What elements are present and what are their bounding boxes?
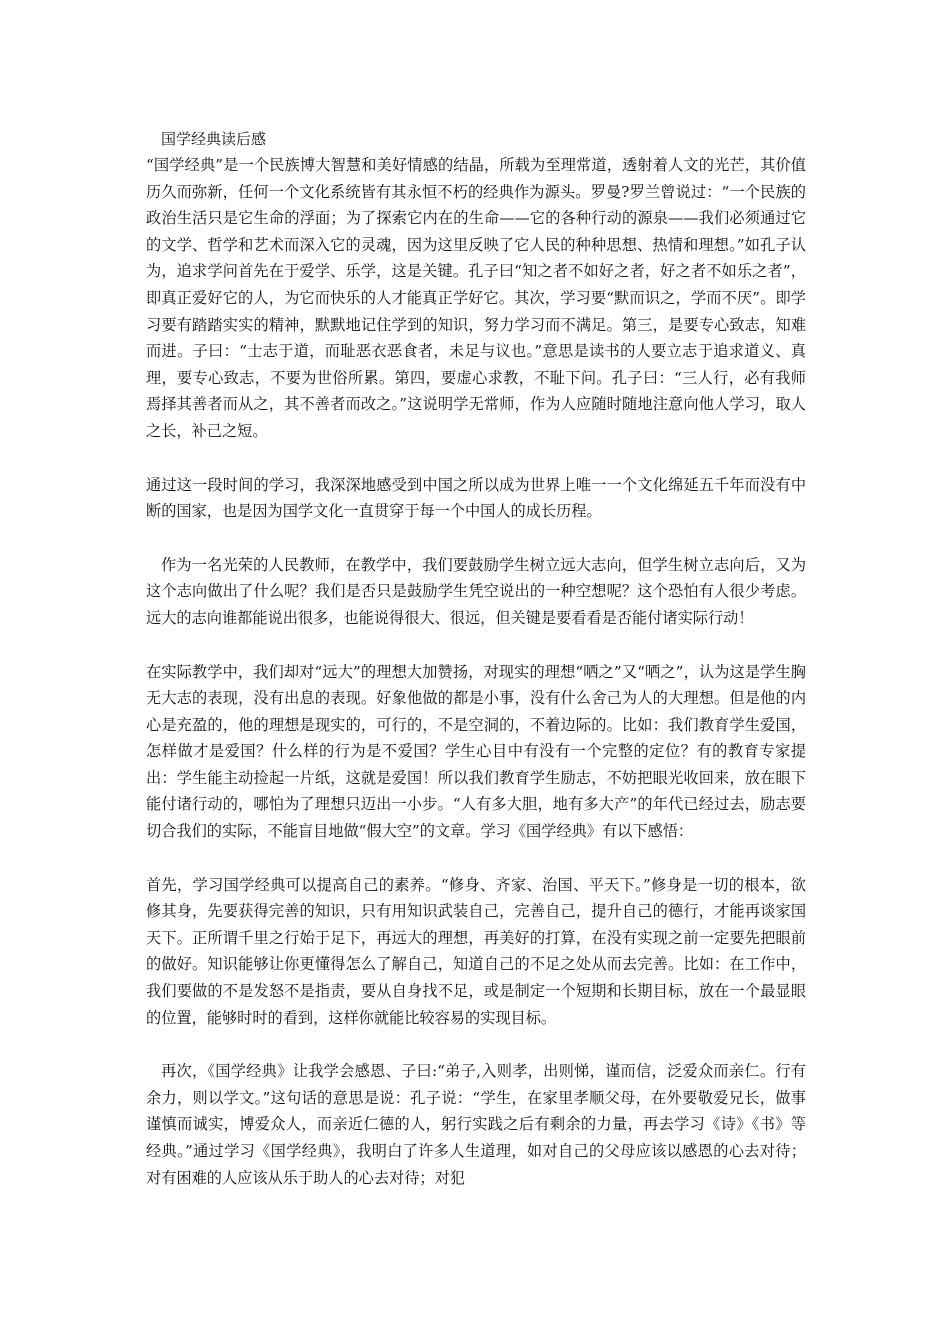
document-page <box>146 126 806 1191</box>
paragraph-learning: 通过这一段时间的学习，我深深地感受到中国之所以成为世界上唯一一个文化绵延五千年而没有中断的国家，也是因为国学文化一直贯穿于每一个中国人的成长历程。 <box>146 475 806 521</box>
paragraph-first: 首先，学习国学经典可以提高自己的素养。“修身、齐家、治国、平天下。”修身是一切的根本，欲修其身，先要获得完善的知识，只有用知识武装自己，完善自己，提升自己的德行，才能再谈家国天下。正所谓千里之行始于足下，再远大的理想，再美好的打算，在没有实现之前一定要先把眼前的做好。知识能够让你更懂得怎么了解自己，知道自己的不足之处从而去完善。比如：在工作中，我们要做的不是发怒不是指责，要从自身找不足，或是制定一个短期和长期目标，放在一个最显眼的位置，能够时时的看到，这样你就能比较容易的实现目标。 <box>146 875 806 1027</box>
paragraph-practice: 在实际教学中，我们却对“远大”的理想大加赞扬，对现实的理想“哂之”又“哂之”，认为这是学生胸无大志的表现，没有出息的表现。好象他做的都是小事，没有什么舍己为人的大理想。但是他的内心是充盈的，他的理想是现实的，可行的，不是空洞的，不着边际的。比如：我们教育学生爱国，怎样做才是爱国？什么样的行为是不爱国？学生心目中有没有一个完整的定位？有的教育专家提出：学生能主动捡起一片纸，这就是爱国！所以我们教育学生励志，不妨把眼光收回来，放在眼下能付诸行动的，哪怕为了理想只迈出一小步。“人有多大胆，地有多大产”的年代已经过去，励志要切合我们的实际，不能盲目地做“假大空”的文章。学习《国学经典》有以下感悟： <box>146 662 806 841</box>
paragraph-intro: “国学经典”是一个民族博大智慧和美好情感的结晶，所载为至理常道，透射着人文的光芒，其价值历久而弥新，任何一个文化系统皆有其永恒不朽的经典作为源头。罗曼?罗兰曾说过：“一个民族的政治生活只是它生命的浮面；为了探索它内在的生命——它的各种行动的源泉——我们必须通过它的文学、哲学和艺术而深入它的灵魂，因为这里反映了它人民的种种思想、热情和理想。”如孔子认为，追求学问首先在于爱学、乐学，这是关键。孔子曰“知之者不如好之者，好之者不如乐之者”，即真正爱好它的人，为它而快乐的人才能真正学好它。其次，学习要“默而识之，学而不厌”。即学习要有踏踏实实的精神，默默地记住学到的知识，努力学习而不满足。第三，是要专心致志，知难而进。子曰：“士志于道，而耻恶衣恶食者，未足与议也。”意思是读书的人要立志于追求道义、真理，要专心致志，不要为世俗所累。第四，要虚心求教，不耻下问。孔子曰：“三人行，必有我师焉择其善者而从之，其不善者而改之。”这说明学无常师，作为人应随时随地注意向他人学习，取人之长，补己之短。 <box>146 156 806 440</box>
document-title: 国学经典读后感 <box>161 130 267 148</box>
paragraph-again: 再次，《国学经典》让我学会感恩、子曰:“弟子,入则孝，出则悌，谨而信，泛爱众而亲仁。行有余力，则以学文。”这句话的意思是说：孔子说：“学生，在家里孝顺父母，在外要敬爱兄长，做事谨慎而诚实，博爱众人，而亲近仁德的人，躬行实践之后有剩余的力量，再去学习《诗》《书》等经典。”通过学习《国学经典》，我明白了许多人生道理，如对自己的父母应该以感恩的心去对待；对有困难的人应该从乐于助人的心去对待；对犯 <box>146 1062 806 1187</box>
paragraph-teacher: 作为一名光荣的人民教师，在教学中，我们要鼓励学生树立远大志向，但学生树立志向后，又为这个志向做出了什么呢？我们是否只是鼓励学生凭空说出的一种空想呢？这个恐怕有人很少考虑。远大的志向谁都能说出很多，也能说得很大、很远，但关键是要看看是否能付诸实际行动！ <box>146 555 806 627</box>
